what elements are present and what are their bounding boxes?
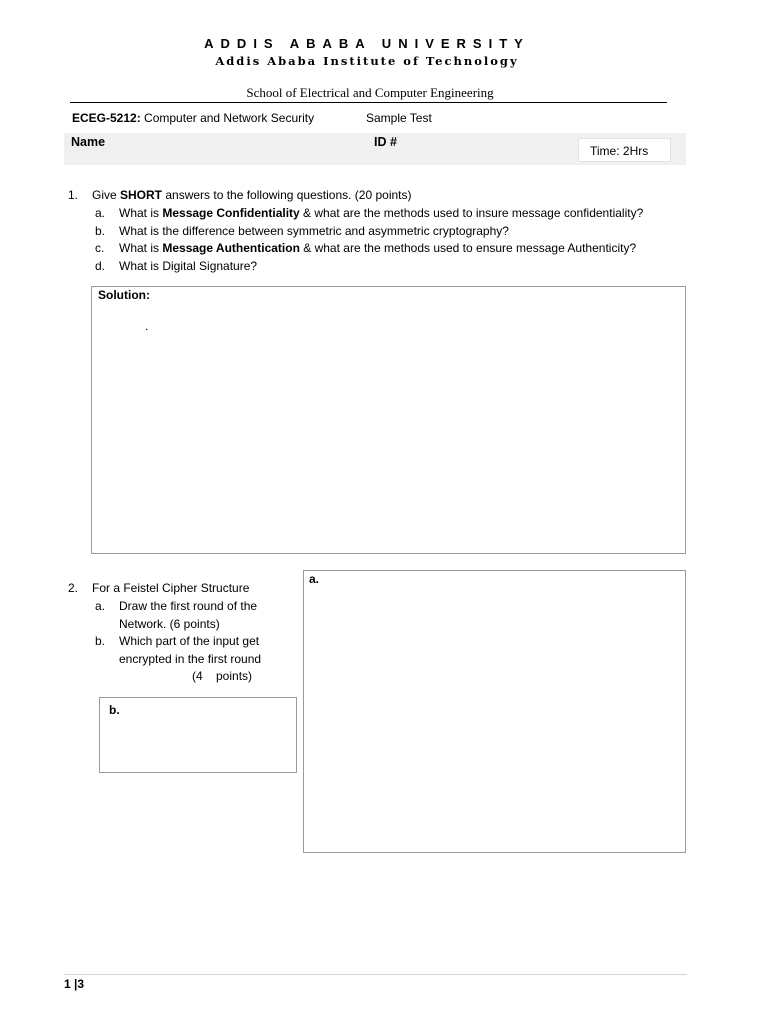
- question-1-text: Give SHORT answers to the following questions. (20 points): [92, 188, 412, 202]
- answer-box-a-label: a.: [309, 572, 320, 586]
- test-type: Sample Test: [366, 111, 432, 125]
- question-2-title: For a Feistel Cipher Structure: [92, 581, 250, 595]
- school-name: School of Electrical and Computer Engineering: [246, 85, 494, 100]
- course-title: Computer and Network Security: [144, 111, 315, 125]
- question-2-item-a-line: Draw the first round of the: [119, 599, 258, 613]
- question-2-item-a-line: Network. (6 points): [119, 617, 220, 631]
- question-1-number: 1.: [68, 188, 79, 202]
- id-label: ID #: [374, 135, 397, 149]
- course-code: ECEG-5212:: [72, 111, 141, 125]
- question-2-item-b-line: Which part of the input get: [119, 634, 260, 648]
- answer-box-b-label: b.: [109, 703, 120, 717]
- footer-divider: [64, 974, 687, 975]
- solution-label: Solution:: [98, 288, 150, 302]
- question-2-item-b-letter: b.: [95, 634, 106, 648]
- institute-name: Addis Ababa Institute of Technology: [215, 54, 519, 68]
- time-label: Time: 2Hrs: [590, 144, 649, 158]
- university-name: ADDIS ABABA UNIVERSITY: [204, 36, 530, 51]
- solution-mark: .: [145, 319, 149, 333]
- question-2-number: 2.: [68, 581, 79, 595]
- course-line: [72, 111, 314, 125]
- answer-box-b[interactable]: [99, 697, 297, 773]
- time-box: [578, 138, 671, 162]
- question-2-item-b-points: (4 points): [192, 669, 253, 683]
- name-label: Name: [71, 135, 106, 149]
- header-divider: [70, 102, 667, 103]
- answer-box-a[interactable]: [303, 570, 686, 853]
- question-2-item-a-letter: a.: [95, 599, 106, 613]
- solution-box[interactable]: [91, 286, 686, 554]
- page-number: 1 |3: [64, 977, 85, 991]
- question-2-item-b-line: encrypted in the first round: [119, 652, 262, 666]
